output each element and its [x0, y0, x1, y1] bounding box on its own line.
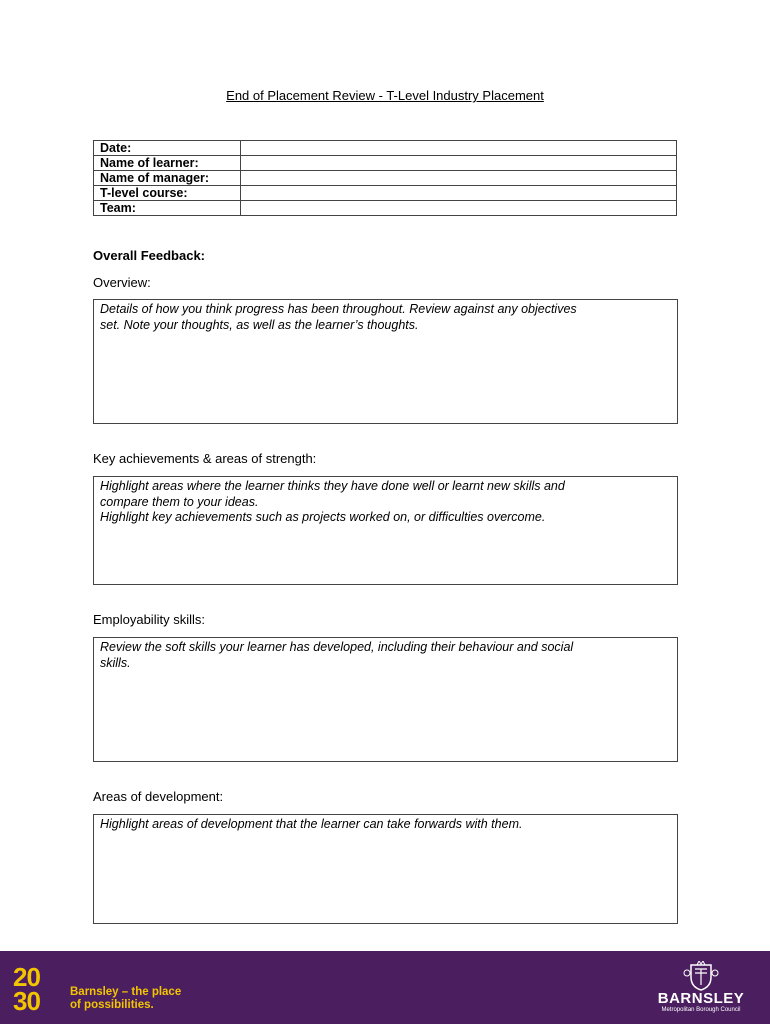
employability-label: Employability skills:: [93, 612, 205, 627]
key-achievements-text: compare them to your ideas.: [100, 494, 259, 509]
learner-name-field[interactable]: [241, 156, 677, 171]
table-row: [94, 141, 677, 156]
footer-slogan: [70, 986, 181, 1012]
date-field[interactable]: [241, 141, 677, 156]
table-row: [94, 201, 677, 216]
council-name: BARNSLEY: [657, 990, 745, 1007]
development-text: Highlight areas of development that the learner can take forwards with them.: [100, 817, 523, 831]
learner-name-label: Name of learner:: [94, 156, 241, 171]
table-row: [94, 156, 677, 171]
course-field[interactable]: [241, 186, 677, 201]
employability-text: skills.: [100, 655, 131, 670]
key-achievements-label: Key achievements & areas of strength:: [93, 451, 317, 466]
team-label: Team:: [94, 201, 241, 216]
manager-name-field[interactable]: [241, 171, 677, 186]
key-achievements-text: Highlight key achievements such as projects worked on, or difficulties overcome.: [100, 510, 546, 524]
slogan-line-2: of possibilities.: [70, 999, 154, 1011]
manager-name-label: Name of manager:: [94, 171, 241, 186]
course-label: T-level course:: [94, 186, 241, 201]
table-row: [94, 171, 677, 186]
table-row: [94, 186, 677, 201]
council-subtitle: Metropolitan Borough Council: [661, 1007, 741, 1013]
development-box[interactable]: [93, 814, 678, 924]
council-logo: [646, 961, 756, 1014]
info-table: [93, 140, 677, 216]
crest-icon: [683, 961, 719, 991]
logo-2030-top: 20: [13, 962, 40, 992]
slogan-line-1: Barnsley – the place: [70, 986, 182, 998]
overview-label: Overview:: [93, 275, 151, 290]
employability-box[interactable]: [93, 637, 678, 762]
date-label: Date:: [94, 141, 241, 156]
employability-text: Review the soft skills your learner has developed, including their behaviour and social: [100, 640, 574, 654]
logo-2030-bottom: 30: [13, 986, 40, 1016]
document-title: End of Placement Review - T-Level Industry Placement: [226, 88, 544, 103]
key-achievements-box[interactable]: [93, 476, 678, 585]
key-achievements-text: Highlight areas where the learner thinks they have done well or learnt new skills and: [100, 479, 565, 493]
team-field[interactable]: [241, 201, 677, 216]
footer-banner: [0, 951, 770, 1024]
overview-box[interactable]: [93, 299, 678, 424]
overview-text: Details of how you think progress has been throughout. Review against any objectives: [100, 302, 577, 316]
logo-2030: [13, 962, 57, 1016]
overall-feedback-heading: Overall Feedback:: [93, 248, 205, 263]
overview-text: set. Note your thoughts, as well as the learner’s thoughts.: [100, 317, 419, 332]
development-label: Areas of development:: [93, 789, 224, 804]
